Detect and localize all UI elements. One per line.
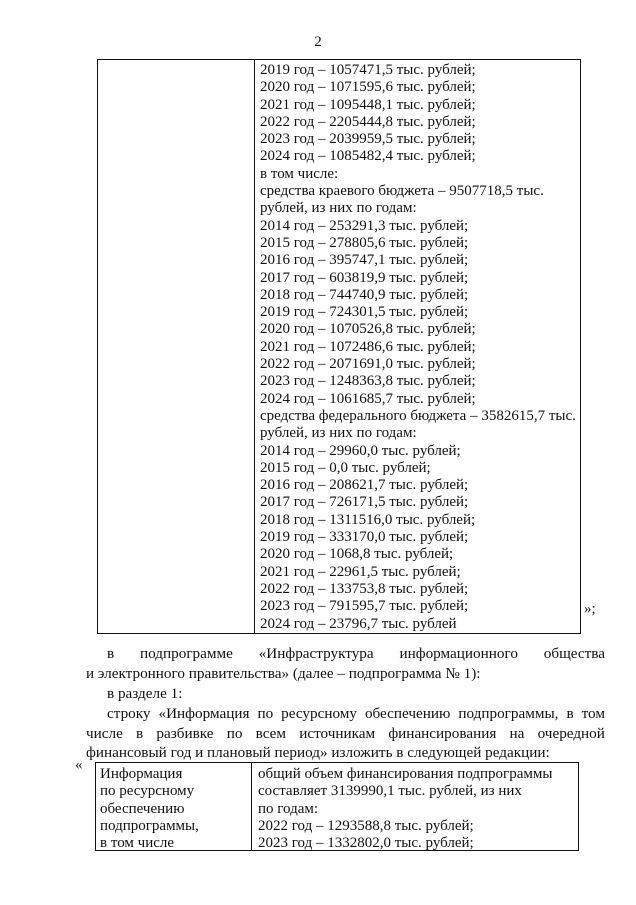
table-left-column (98, 60, 255, 633)
funding-line: в том числе: (260, 165, 339, 182)
word: на (509, 725, 525, 742)
funding-line: средства федерального бюджета – 3582615,7 тыс. (260, 407, 576, 424)
word: финансирования (388, 725, 497, 742)
word: общества (543, 645, 605, 662)
word: очередной (537, 725, 605, 742)
funding-line: 2017 год – 726171,5 тыс. рублей; (260, 494, 469, 511)
value-line: по годам: (258, 800, 319, 817)
instruction-line-2 (86, 724, 605, 744)
funding-line: 2015 год – 278805,6 тыс. рублей; (260, 234, 469, 251)
table-value-cell (252, 763, 578, 850)
word: по (226, 725, 243, 742)
word: источникам (299, 725, 376, 742)
instruction-line-2-wrap (86, 724, 605, 744)
funding-line: средства краевого бюджета – 9507718,5 тыс. (260, 183, 544, 200)
word: всем (255, 725, 287, 742)
funding-line: 2016 год – 395747,1 тыс. рублей; (260, 252, 469, 269)
funding-line: 2022 год – 2205444,8 тыс. рублей; (260, 113, 476, 130)
value-line: 2023 год – 1332802,0 тыс. рублей; (258, 835, 474, 852)
instruction-line-1 (107, 704, 605, 724)
word: в (107, 645, 115, 662)
label-line: в том числе (100, 835, 175, 852)
word: «Инфраструктура (258, 645, 374, 662)
word: информационного (399, 645, 518, 662)
funding-line: 2017 год – 603819,9 тыс. рублей; (260, 269, 469, 286)
funding-line: рублей, из них по годам: (260, 200, 417, 217)
instruction-line-3: финансовый год и плановый период» изложить в следующей редакции: (86, 744, 550, 761)
paragraph-line-2: и электронного правительства» (далее – подпрограмма № 1): (86, 665, 481, 682)
funding-line: 2021 год – 22961,5 тыс. рублей; (260, 563, 461, 580)
funding-line: 2020 год – 1068,8 тыс. рублей; (260, 546, 454, 563)
word: числе (86, 725, 123, 742)
paragraph-subprogram (107, 644, 605, 664)
funding-line: 2023 год – 2039959,5 тыс. рублей; (260, 131, 476, 148)
funding-line: 2019 год – 1057471,5 тыс. рублей; (260, 62, 476, 78)
funding-line: 2023 год – 791595,7 тыс. рублей; (260, 598, 469, 615)
word: том (581, 705, 605, 722)
funding-line: 2014 год – 29960,0 тыс. рублей; (260, 442, 461, 459)
word: разбивке (156, 725, 214, 742)
value-line: 2022 год – 1293588,8 тыс. рублей; (258, 817, 474, 834)
word: в (566, 705, 574, 722)
closing-quote: »; (584, 601, 596, 617)
word: строку (107, 705, 151, 722)
funding-line: 2020 год – 1070526,8 тыс. рублей; (260, 321, 476, 338)
resource-info-table (95, 762, 579, 851)
paragraph-line-1 (107, 644, 605, 664)
funding-line: 2022 год – 133753,8 тыс. рублей; (260, 580, 469, 597)
word: подпрограмме (140, 645, 233, 662)
table-label-cell (96, 763, 252, 850)
funding-line: 2019 год – 333170,0 тыс. рублей; (260, 529, 469, 546)
funding-line: 2020 год – 1071595,6 тыс. рублей; (260, 79, 476, 96)
funding-line: 2024 год – 1061685,7 тыс. рублей; (260, 390, 476, 407)
financing-table-continued (97, 59, 581, 634)
value-line: составляет 3139990,1 тыс. рублей, из них (258, 783, 522, 800)
word: «Информация (158, 705, 250, 722)
label-line: обеспечению (100, 800, 185, 817)
label-line: подпрограммы, (100, 817, 199, 834)
funding-line: 2024 год – 23796,7 тыс. рублей (260, 615, 457, 632)
word: ресурсному (281, 705, 357, 722)
funding-line: 2014 год – 253291,3 тыс. рублей; (260, 217, 469, 234)
paragraph-section: в разделе 1: (107, 685, 183, 702)
funding-line: 2023 год – 1248363,8 тыс. рублей; (260, 373, 476, 390)
funding-line: 2015 год – 0,0 тыс. рублей; (260, 459, 431, 476)
word: в (136, 725, 144, 742)
funding-line: 2021 год – 1095448,1 тыс. рублей; (260, 96, 476, 113)
value-line: общий объем финансирования подпрограммы (258, 766, 553, 782)
funding-line: 2024 год – 1085482,4 тыс. рублей; (260, 148, 476, 165)
funding-line: 2018 год – 1311516,0 тыс. рублей; (260, 511, 476, 528)
paragraph-row-instruction (107, 704, 605, 724)
opening-quote: « (75, 757, 83, 773)
word: подпрограммы, (458, 705, 559, 722)
table-right-column (255, 60, 580, 633)
word: обеспечению (364, 705, 451, 722)
word: по (257, 705, 274, 722)
funding-line: 2019 год – 724301,5 тыс. рублей; (260, 304, 469, 321)
funding-line: 2016 год – 208621,7 тыс. рублей; (260, 477, 469, 494)
page-number: 2 (314, 34, 322, 50)
funding-line: 2018 год – 744740,9 тыс. рублей; (260, 286, 469, 303)
label-line: Информация (100, 766, 183, 782)
funding-line: рублей, из них по годам: (260, 425, 417, 442)
funding-line: 2022 год – 2071691,0 тыс. рублей; (260, 356, 476, 373)
funding-line: 2021 год – 1072486,6 тыс. рублей; (260, 338, 476, 355)
label-line: по ресурсному (100, 783, 195, 800)
